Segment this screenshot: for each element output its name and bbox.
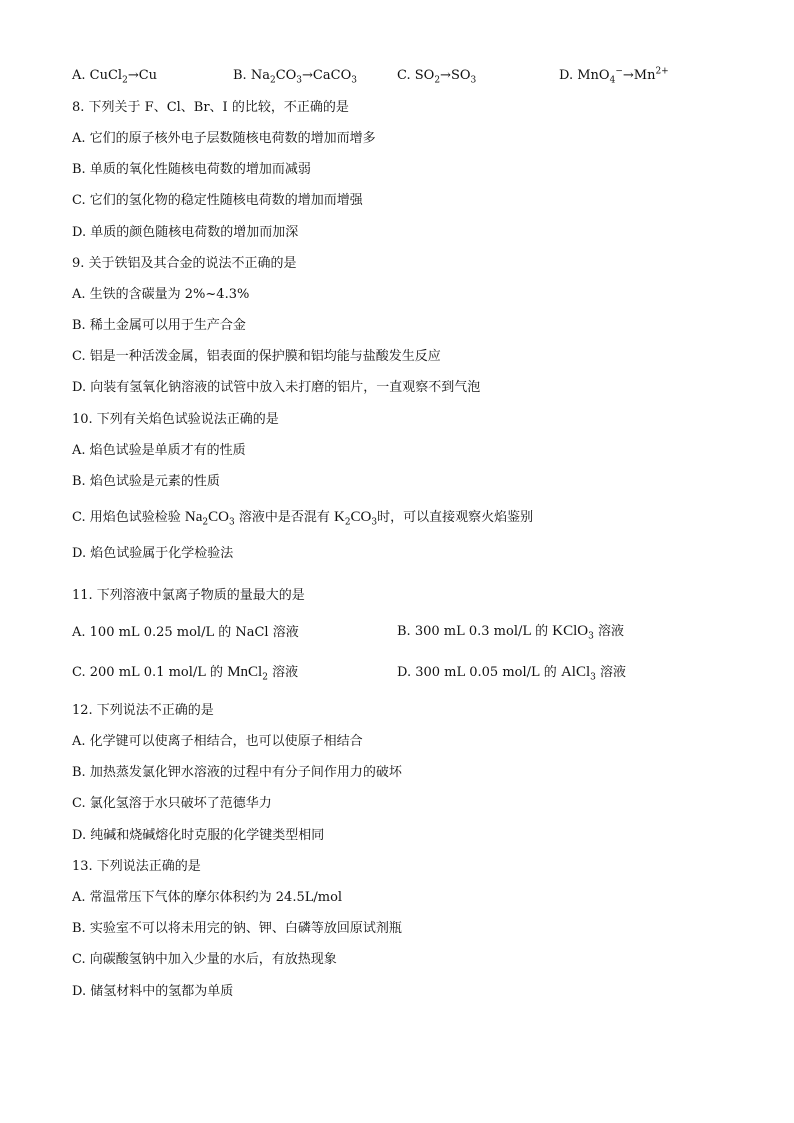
q12-option-c: C. 氯化氢溶于水只破坏了范德华力 [72,796,272,811]
q11-stem: 11. 下列溶液中氯离子物质的量最大的是 [72,588,305,603]
q10-stem: 10. 下列有关焰色试验说法正确的是 [72,412,279,427]
q10-option-b: B. 焰色试验是元素的性质 [72,474,220,489]
q12-option-d: D. 纯碱和烧碱熔化时克服的化学键类型相同 [72,828,325,843]
q9-option-a: A. 生铁的含碳量为 2%~4.3% [72,287,250,302]
q11-option-c: C. 200 mL 0.1 mol/L 的 MnCl$_2$ 溶液 [72,664,299,683]
q10-option-a: A. 焰色试验是单质才有的性质 [72,443,246,458]
q11-option-d: D. 300 mL 0.05 mol/L 的 AlCl$_3$ 溶液 [397,664,626,683]
q13-stem: 13. 下列说法正确的是 [72,859,201,874]
q12-option-a: A. 化学键可以使离子相结合，也可以使原子相结合 [72,734,363,749]
q13-option-b: B. 实验室不可以将未用完的钠、钾、白磷等放回原试剂瓶 [72,921,402,936]
q9-stem: 9. 关于铁铝及其合金的说法不正确的是 [72,256,297,271]
q8-option-d: D. 单质的颜色随核电荷数的增加而加深 [72,225,299,240]
q9-option-c: C. 铝是一种活泼金属，铝表面的保护膜和铝均能与盐酸发生反应 [72,349,441,364]
q7-option-c: C. $SO_2\to SO_3$ [397,68,477,86]
q8-option-c: C. 它们的氢化物的稳定性随核电荷数的增加而增强 [72,193,363,208]
q9-option-d: D. 向装有氢氧化钠溶液的试管中放入未打磨的铝片，一直观察不到气泡 [72,380,481,395]
q9-option-b: B. 稀土金属可以用于生产合金 [72,318,246,333]
q8-option-b: B. 单质的氧化性随核电荷数的增加而减弱 [72,162,311,177]
q8-stem: 8. 下列关于 F、Cl、Br、I 的比较，不正确的是 [72,100,349,115]
q10-option-c: C. 用焰色试验检验 $Na_2CO_3$ 溶液中是否混有 $K_2CO_3$时，可以直接观察火焰鉴别 [72,509,534,528]
q13-option-a: A. 常温常压下气体的摩尔体积约为 24.5L/mol [72,890,343,905]
q12-stem: 12. 下列说法不正确的是 [72,703,214,718]
q8-option-a: A. 它们的原子核外电子层数随核电荷数的增加而增多 [72,131,376,146]
q11-option-a: A. 100 mL 0.25 mol/L 的 NaCl 溶液 [72,625,299,640]
q13-option-c: C. 向碳酸氢钠中加入少量的水后，有放热现象 [72,952,337,967]
q10-option-d: D. 焰色试验属于化学检验法 [72,546,234,561]
q7-option-a: A. CuCl$_2$→Cu [72,68,158,86]
q12-option-b: B. 加热蒸发氯化钾水溶液的过程中有分子间作用力的破坏 [72,765,402,780]
q7-option-d: D. $MnO_4^-\to Mn^{2+}$ [559,66,669,86]
q13-option-d: D. 储氢材料中的氢都为单质 [72,984,234,999]
q11-option-b: B. 300 mL 0.3 mol/L 的 KClO$_3$ 溶液 [397,623,624,642]
q7-option-b: B. $Na_2CO_3\to CaCO_3$ [233,68,357,86]
